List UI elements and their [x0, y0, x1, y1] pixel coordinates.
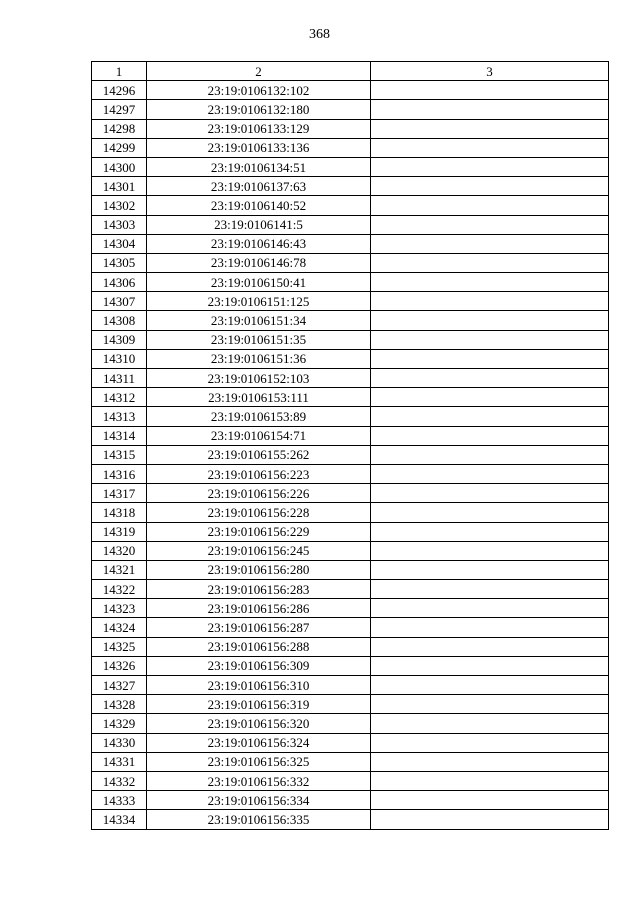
cadastral-number-cell: 23:19:0106151:35 — [147, 330, 371, 349]
row-number-cell: 14317 — [92, 484, 147, 503]
row-number-cell: 14314 — [92, 426, 147, 445]
cadastral-number-cell: 23:19:0106133:129 — [147, 119, 371, 138]
cadastral-number-cell: 23:19:0106156:309 — [147, 656, 371, 675]
row-number-cell: 14305 — [92, 253, 147, 272]
table-row — [92, 771, 609, 790]
table-row — [92, 138, 609, 157]
cadastral-number-cell: 23:19:0106155:262 — [147, 445, 371, 464]
table-row — [92, 464, 609, 483]
cadastral-number-cell: 23:19:0106132:180 — [147, 100, 371, 119]
note-cell — [371, 81, 609, 100]
cadastral-number-cell: 23:19:0106156:229 — [147, 522, 371, 541]
row-number-cell: 14330 — [92, 733, 147, 752]
note-cell — [371, 637, 609, 656]
cadastral-number-cell: 23:19:0106156:280 — [147, 560, 371, 579]
cadastral-number-cell: 23:19:0106146:43 — [147, 234, 371, 253]
table-row — [92, 426, 609, 445]
note-cell — [371, 388, 609, 407]
row-number-cell: 14332 — [92, 771, 147, 790]
note-cell — [371, 253, 609, 272]
note-cell — [371, 791, 609, 810]
table-row — [92, 695, 609, 714]
note-cell — [371, 426, 609, 445]
cadastral-number-cell: 23:19:0106152:103 — [147, 369, 371, 388]
note-cell — [371, 464, 609, 483]
cadastral-number-cell: 23:19:0106156:335 — [147, 810, 371, 829]
table-row — [92, 714, 609, 733]
cadastral-number-cell: 23:19:0106153:89 — [147, 407, 371, 426]
table-row — [92, 810, 609, 829]
note-cell — [371, 771, 609, 790]
cadastral-number-cell: 23:19:0106156:319 — [147, 695, 371, 714]
cadastral-number-cell: 23:19:0106156:332 — [147, 771, 371, 790]
note-cell — [371, 656, 609, 675]
note-cell — [371, 503, 609, 522]
row-number-cell: 14316 — [92, 464, 147, 483]
note-cell — [371, 541, 609, 560]
row-number-cell: 14301 — [92, 177, 147, 196]
row-number-cell: 14302 — [92, 196, 147, 215]
row-number-cell: 14331 — [92, 752, 147, 771]
note-cell — [371, 522, 609, 541]
cadastral-number-cell: 23:19:0106151:34 — [147, 311, 371, 330]
note-cell — [371, 618, 609, 637]
note-cell — [371, 157, 609, 176]
cadastral-number-cell: 23:19:0106156:320 — [147, 714, 371, 733]
row-number-cell: 14304 — [92, 234, 147, 253]
table-row — [92, 791, 609, 810]
row-number-cell: 14315 — [92, 445, 147, 464]
table-row — [92, 618, 609, 637]
note-cell — [371, 599, 609, 618]
cadastral-number-cell: 23:19:0106133:136 — [147, 138, 371, 157]
note-cell — [371, 273, 609, 292]
note-cell — [371, 349, 609, 368]
row-number-cell: 14303 — [92, 215, 147, 234]
table-row — [92, 599, 609, 618]
table-body — [92, 81, 609, 829]
note-cell — [371, 177, 609, 196]
cadastral-number-cell: 23:19:0106141:5 — [147, 215, 371, 234]
table-row — [92, 349, 609, 368]
row-number-cell: 14319 — [92, 522, 147, 541]
cadastral-number-cell: 23:19:0106156:283 — [147, 580, 371, 599]
row-number-cell: 14322 — [92, 580, 147, 599]
row-number-cell: 14318 — [92, 503, 147, 522]
table-row — [92, 234, 609, 253]
table-row — [92, 215, 609, 234]
row-number-cell: 14309 — [92, 330, 147, 349]
cadastral-number-cell: 23:19:0106156:310 — [147, 676, 371, 695]
cadastral-number-cell: 23:19:0106151:36 — [147, 349, 371, 368]
note-cell — [371, 695, 609, 714]
row-number-cell: 14310 — [92, 349, 147, 368]
cadastral-number-cell: 23:19:0106156:334 — [147, 791, 371, 810]
note-cell — [371, 810, 609, 829]
note-cell — [371, 407, 609, 426]
note-cell — [371, 369, 609, 388]
row-number-cell: 14327 — [92, 676, 147, 695]
table-row — [92, 292, 609, 311]
note-cell — [371, 676, 609, 695]
row-number-cell: 14320 — [92, 541, 147, 560]
table-row — [92, 100, 609, 119]
table-row — [92, 119, 609, 138]
table-row — [92, 177, 609, 196]
row-number-cell: 14334 — [92, 810, 147, 829]
table-row — [92, 388, 609, 407]
page-number: 368 — [309, 27, 330, 42]
cadastral-number-cell: 23:19:0106150:41 — [147, 273, 371, 292]
row-number-cell: 14313 — [92, 407, 147, 426]
note-cell — [371, 445, 609, 464]
cadastral-number-cell: 23:19:0106153:111 — [147, 388, 371, 407]
cadastral-number-cell: 23:19:0106151:125 — [147, 292, 371, 311]
row-number-cell: 14329 — [92, 714, 147, 733]
row-number-cell: 14311 — [92, 369, 147, 388]
row-number-cell: 14308 — [92, 311, 147, 330]
note-cell — [371, 138, 609, 157]
table-row — [92, 253, 609, 272]
cadastral-number-cell: 23:19:0106156:245 — [147, 541, 371, 560]
cadastral-number-cell: 23:19:0106137:63 — [147, 177, 371, 196]
row-number-cell: 14312 — [92, 388, 147, 407]
row-number-cell: 14323 — [92, 599, 147, 618]
row-number-cell: 14300 — [92, 157, 147, 176]
table-row — [92, 560, 609, 579]
table-row — [92, 676, 609, 695]
cadastral-number-cell: 23:19:0106156:223 — [147, 464, 371, 483]
note-cell — [371, 196, 609, 215]
note-cell — [371, 733, 609, 752]
column-header-2: 2 — [147, 62, 371, 81]
row-number-cell: 14326 — [92, 656, 147, 675]
table-row — [92, 157, 609, 176]
note-cell — [371, 234, 609, 253]
cadastral-number-cell: 23:19:0106146:78 — [147, 253, 371, 272]
column-header-1: 1 — [92, 62, 147, 81]
table-row — [92, 522, 609, 541]
table-row — [92, 273, 609, 292]
note-cell — [371, 580, 609, 599]
row-number-cell: 14298 — [92, 119, 147, 138]
row-number-cell: 14333 — [92, 791, 147, 810]
row-number-cell: 14307 — [92, 292, 147, 311]
row-number-cell: 14324 — [92, 618, 147, 637]
note-cell — [371, 311, 609, 330]
note-cell — [371, 484, 609, 503]
table-row — [92, 752, 609, 771]
cadastral-number-cell: 23:19:0106140:52 — [147, 196, 371, 215]
table-row — [92, 580, 609, 599]
cadastral-number-cell: 23:19:0106156:228 — [147, 503, 371, 522]
cadastral-number-cell: 23:19:0106156:288 — [147, 637, 371, 656]
table-row — [92, 81, 609, 100]
row-number-cell: 14325 — [92, 637, 147, 656]
note-cell — [371, 560, 609, 579]
table-row — [92, 196, 609, 215]
table-row — [92, 330, 609, 349]
cadastral-number-cell: 23:19:0106132:102 — [147, 81, 371, 100]
note-cell — [371, 330, 609, 349]
cadastral-number-cell: 23:19:0106156:325 — [147, 752, 371, 771]
table-row — [92, 484, 609, 503]
note-cell — [371, 714, 609, 733]
table-row — [92, 503, 609, 522]
cadastral-number-cell: 23:19:0106156:324 — [147, 733, 371, 752]
table-row — [92, 656, 609, 675]
table-row — [92, 541, 609, 560]
note-cell — [371, 215, 609, 234]
row-number-cell: 14297 — [92, 100, 147, 119]
column-header-3: 3 — [371, 62, 609, 81]
cadastral-table — [91, 61, 609, 830]
table-row — [92, 311, 609, 330]
table-row — [92, 407, 609, 426]
note-cell — [371, 752, 609, 771]
row-number-cell: 14299 — [92, 138, 147, 157]
cadastral-number-cell: 23:19:0106154:71 — [147, 426, 371, 445]
table-header-row — [92, 62, 609, 81]
cadastral-number-cell: 23:19:0106156:226 — [147, 484, 371, 503]
row-number-cell: 14306 — [92, 273, 147, 292]
cadastral-number-cell: 23:19:0106156:286 — [147, 599, 371, 618]
row-number-cell: 14296 — [92, 81, 147, 100]
row-number-cell: 14328 — [92, 695, 147, 714]
note-cell — [371, 119, 609, 138]
table-row — [92, 733, 609, 752]
table-row — [92, 445, 609, 464]
note-cell — [371, 100, 609, 119]
cadastral-number-cell: 23:19:0106156:287 — [147, 618, 371, 637]
row-number-cell: 14321 — [92, 560, 147, 579]
table-row — [92, 369, 609, 388]
note-cell — [371, 292, 609, 311]
table-row — [92, 637, 609, 656]
cadastral-number-cell: 23:19:0106134:51 — [147, 157, 371, 176]
